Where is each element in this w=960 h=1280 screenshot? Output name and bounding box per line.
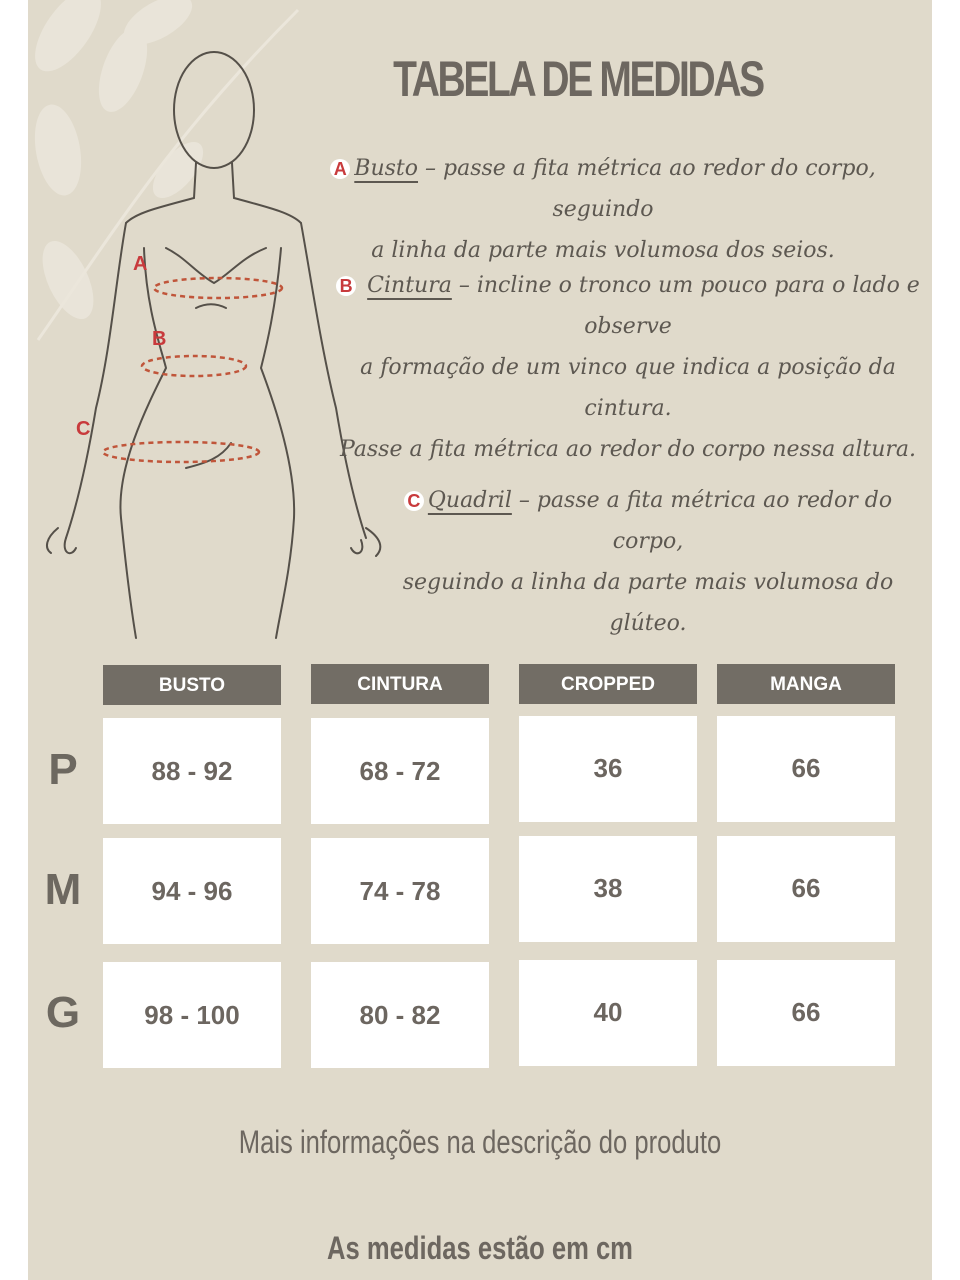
table-cell: 66: [717, 960, 895, 1066]
measurement-waist: [328, 265, 928, 470]
size-label-g: G: [45, 988, 81, 1037]
size-label-p: P: [48, 745, 78, 794]
measurement-bust: [278, 148, 928, 271]
footer-info: Mais informações na descrição do produto: [238, 1124, 722, 1160]
term-bust: Busto: [354, 156, 419, 181]
badge-a: A: [330, 159, 350, 179]
size-chart-sheet: [28, 0, 932, 1280]
badge-b: B: [336, 276, 356, 296]
waist-line-1: – incline o tronco um pouco para o lado e: [458, 273, 920, 298]
table-cell: 38: [519, 836, 697, 942]
header-sleeve: MANGA: [717, 664, 895, 704]
bust-line-2: a linha da parte mais volumosa dos seios.: [371, 238, 835, 263]
table-cell: 74 - 78: [311, 838, 489, 944]
table-cell: 98 - 100: [103, 962, 281, 1068]
term-hip: Quadril: [427, 488, 512, 513]
hip-line-3: glúteo.: [609, 611, 687, 636]
table-cell: 66: [717, 836, 895, 942]
header-bust: BUSTO: [103, 665, 281, 705]
figure-label-a: A: [133, 253, 148, 275]
table-cell: 88 - 92: [103, 718, 281, 824]
page-title: TABELA DE MEDIDAS: [393, 51, 763, 107]
waist-line-2: observe: [584, 314, 672, 339]
header-cropped: CROPPED: [519, 664, 697, 704]
table-cell: 40: [519, 960, 697, 1066]
figure-label-b: B: [152, 328, 167, 350]
table-cell: 36: [519, 716, 697, 822]
term-waist: Cintura: [367, 273, 452, 298]
header-waist: CINTURA: [311, 664, 489, 704]
size-label-m: M: [44, 865, 82, 914]
table-cell: 94 - 96: [103, 838, 281, 944]
bust-line-1: – passe a fita métrica ao redor do corpo, seguindo: [425, 156, 876, 222]
footer-units: As medidas estão em cm: [327, 1230, 633, 1266]
waist-line-3: a formação de um vinco que indica a posição da cintura.: [360, 355, 896, 421]
table-cell: 68 - 72: [311, 718, 489, 824]
hip-line-2: seguindo a linha da parte mais volumosa do: [402, 570, 894, 595]
hip-line-1: – passe a fita métrica ao redor do corpo,: [518, 488, 893, 554]
waist-line-4: Passe a fita métrica ao redor do corpo nessa altura.: [339, 437, 917, 462]
badge-c: C: [404, 491, 424, 511]
figure-label-c: C: [76, 418, 91, 440]
table-cell: 66: [717, 716, 895, 822]
table-cell: 80 - 82: [311, 962, 489, 1068]
measurement-hip: [368, 480, 928, 644]
